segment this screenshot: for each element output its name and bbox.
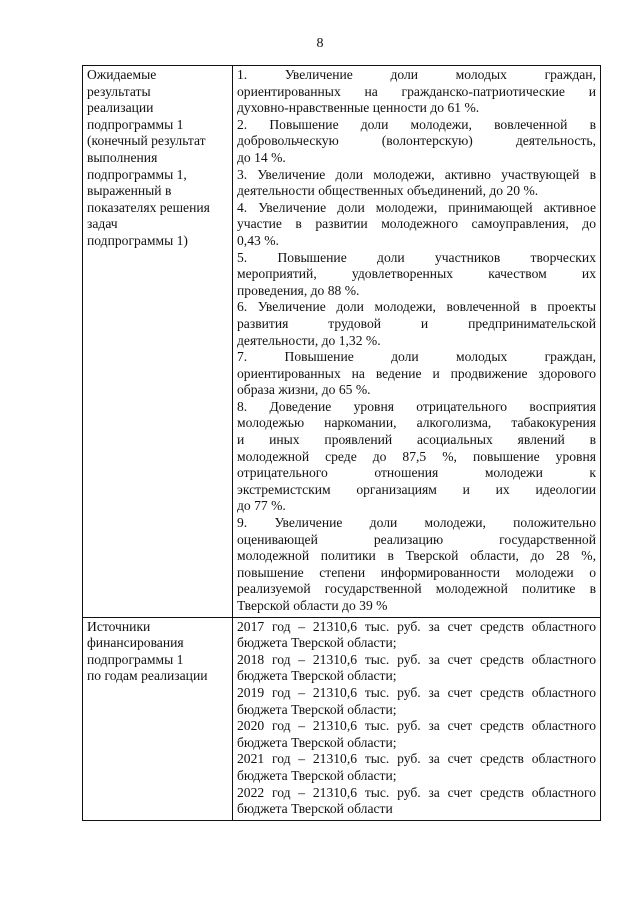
result-line: добровольческую (волонтерскую) деятельность, xyxy=(237,133,596,149)
result-item-5 xyxy=(237,250,596,300)
funding-entry xyxy=(237,619,596,652)
result-line: повышение степени информированности молодежи о xyxy=(237,564,596,580)
result-line: проведения, до 88 %. xyxy=(237,282,360,298)
result-line: мероприятий, удовлетворенных качеством их xyxy=(237,266,596,282)
result-line: 8. Доведение уровня отрицательного восприятия xyxy=(237,398,596,414)
result-line: 7. Повышение доли молодых граждан, xyxy=(237,349,596,365)
result-line: 9. Увеличение доли молодежи, положительно xyxy=(237,515,596,531)
label-line: показателях решения xyxy=(87,199,210,215)
label-line: подпрограммы 1) xyxy=(87,232,188,248)
funding-line: бюджета Тверской области; xyxy=(237,767,397,783)
result-line: 4. Увеличение доли молодежи, принимающей активное xyxy=(237,199,596,215)
passport-table xyxy=(82,65,601,821)
result-line: молодежной среде до 87,5 %, повышение уровня xyxy=(237,448,596,464)
funding-entry xyxy=(237,751,596,784)
result-line: реализуемой государственной молодежной политике в xyxy=(237,581,596,597)
funding-line: 2017 год – 21310,6 тыс. руб. за счет средств областного xyxy=(237,618,596,634)
funding-line: 2019 год – 21310,6 тыс. руб. за счет средств областного xyxy=(237,684,596,700)
funding-entry xyxy=(237,718,596,751)
result-line: экстремистским организациям и их идеологии xyxy=(237,481,596,497)
funding-line: бюджета Тверской области; xyxy=(237,734,397,750)
result-item-9 xyxy=(237,515,596,615)
label-line: задач xyxy=(87,216,118,232)
funding-line: бюджета Тверской области; xyxy=(237,701,397,717)
funding-line: бюджета Тверской области; xyxy=(237,635,397,651)
result-line: деятельности общественных объединений, до 20 %. xyxy=(237,183,539,199)
label-line: выполнения xyxy=(87,149,158,165)
label-line: (конечный результат xyxy=(87,133,206,149)
funding-line: 2022 год – 21310,6 тыс. руб. за счет средств областного xyxy=(237,784,596,800)
label-line: реализации xyxy=(87,100,154,116)
result-line: до 14 %. xyxy=(237,149,286,165)
financing-label xyxy=(83,617,233,820)
funding-line: бюджета Тверской области; xyxy=(237,668,397,684)
result-item-7 xyxy=(237,349,596,399)
result-line: 2. Повышение доли молодежи, вовлеченной в xyxy=(237,116,596,132)
funding-line: бюджета Тверской области xyxy=(237,801,393,817)
result-line: ориентированных на гражданско-патриотические и xyxy=(237,83,596,99)
expected-results-content xyxy=(233,66,601,618)
result-line: 0,43 %. xyxy=(237,232,279,248)
page-number: 8 xyxy=(316,36,324,51)
label-line: подпрограммы 1 xyxy=(87,116,184,132)
label-line: результаты xyxy=(87,83,151,99)
funding-entry xyxy=(237,685,596,718)
label-line: Источники xyxy=(87,618,151,634)
expected-results-row xyxy=(83,66,601,618)
result-line: ориентированных на ведение и продвижение здорового xyxy=(237,365,596,381)
label-line: Ожидаемые xyxy=(87,67,157,82)
result-item-4 xyxy=(237,200,596,250)
result-line: участие в развитии молодежного самоуправления, до xyxy=(237,216,596,232)
result-line: развития трудовой и предпринимательской xyxy=(237,315,596,331)
result-line: 5. Повышение доли участников творческих xyxy=(237,249,596,265)
financing-content xyxy=(233,617,601,820)
result-line: духовно-нравственные ценности до 61 %. xyxy=(237,100,480,116)
result-line: 6. Увеличение доли молодежи, вовлеченной в проекты xyxy=(237,299,596,315)
result-line: 1. Увеличение доли молодых граждан, xyxy=(237,67,596,82)
result-line: деятельности, до 1,32 %. xyxy=(237,332,381,348)
result-line: образа жизни, до 65 %. xyxy=(237,382,371,398)
result-line: молодежной политики в Тверской области, до 28 %, xyxy=(237,548,596,564)
financing-row xyxy=(83,617,601,820)
funding-line: 2020 год – 21310,6 тыс. руб. за счет средств областного xyxy=(237,718,596,734)
result-line: до 77 %. xyxy=(237,498,286,514)
label-line: выраженный в xyxy=(87,183,172,199)
result-line: оценивающей реализацию государственной xyxy=(237,531,596,547)
result-item-2 xyxy=(237,117,596,167)
expected-results-label xyxy=(83,66,233,618)
result-line: 3. Увеличение доли молодежи, активно участвующей в xyxy=(237,166,596,182)
label-line: подпрограммы 1 xyxy=(87,651,184,667)
result-item-1 xyxy=(237,67,596,117)
result-line: Тверской области до 39 % xyxy=(237,598,388,613)
result-line: молодежью наркомании, алкоголизма, табакокурения xyxy=(237,415,596,431)
label-line: по годам реализации xyxy=(87,668,208,684)
funding-entry xyxy=(237,652,596,685)
result-item-6 xyxy=(237,299,596,349)
result-item-3 xyxy=(237,167,596,200)
label-line: подпрограммы 1, xyxy=(87,166,187,182)
result-line: отрицательного отношения молодежи к xyxy=(237,465,596,481)
result-line: и иных проявлений асоциальных явлений в xyxy=(237,432,596,448)
funding-line: 2018 год – 21310,6 тыс. руб. за счет средств областного xyxy=(237,651,596,667)
result-item-8 xyxy=(237,399,596,515)
funding-entry xyxy=(237,785,596,818)
label-line: финансирования xyxy=(87,635,184,651)
funding-line: 2021 год – 21310,6 тыс. руб. за счет средств областного xyxy=(237,751,596,767)
